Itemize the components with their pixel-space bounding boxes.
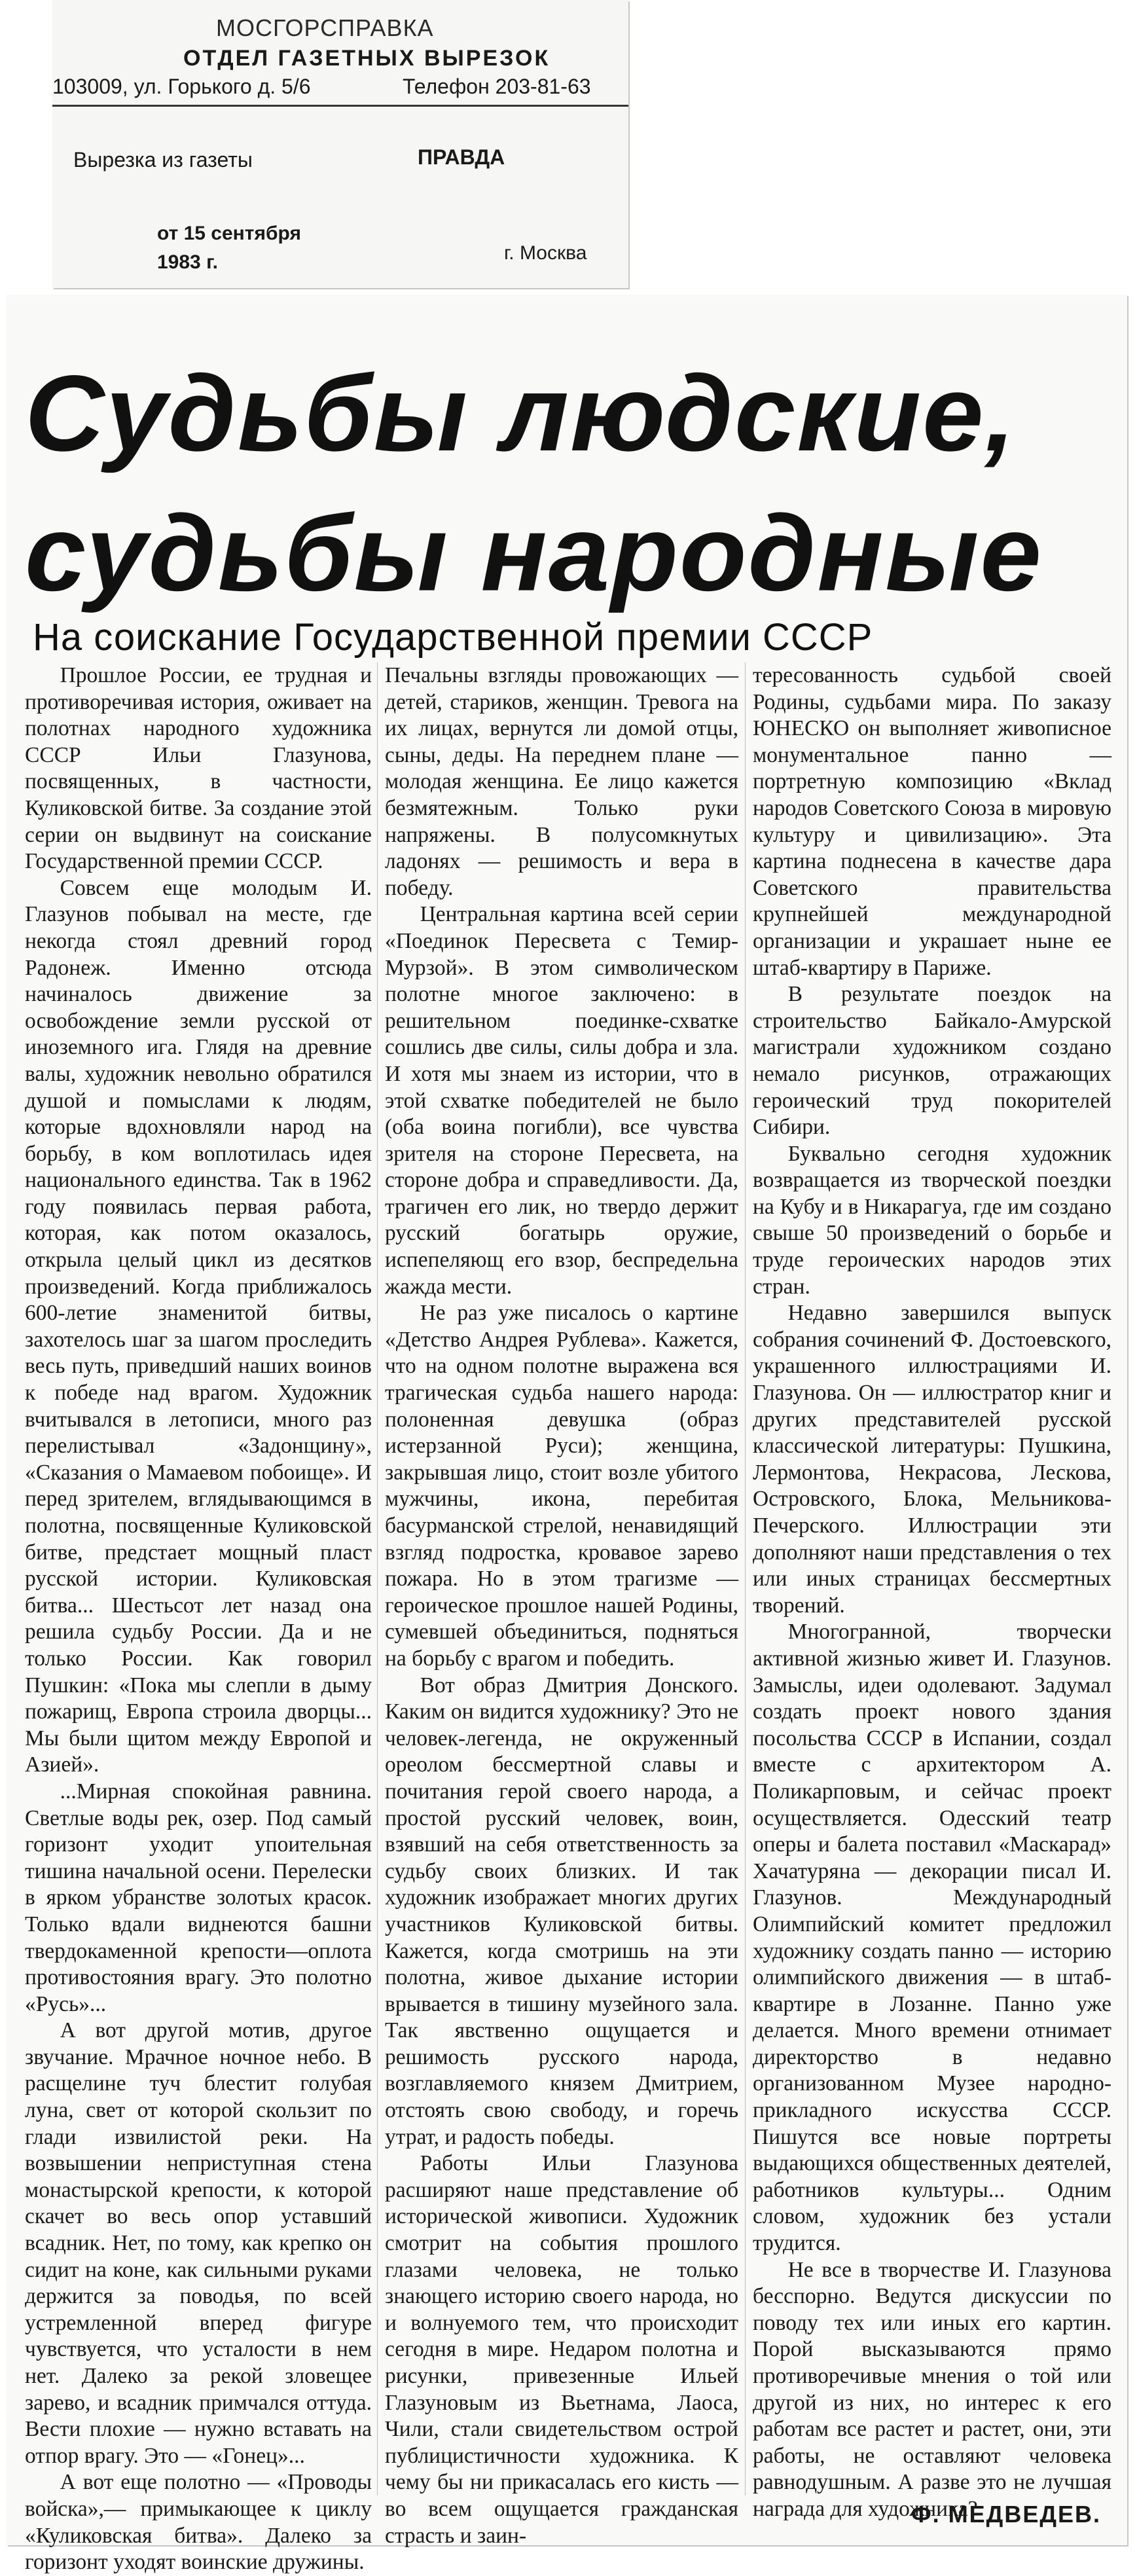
paragraph: Недавно завершился выпуск собрания сочинений Ф. Достоевского, украшенного иллюстрациями И. Глазунова. Он — иллюстратор книг и других представителей русской классической литературы: Пушкина, Лермонтова, Некрасова, Лескова, Островского, Блока, Мельникова-Печерского. Иллюстрации эти дополняют наши представления о тех или иных страницах бессмертных творений. bbox=[753, 1301, 1111, 1618]
paragraph: Буквально сегодня художник возвращается из творческой поездки на Кубу и в Никарагуа, где им создано свыше 50 произведений о борьбе и труде героических народов этих стран. bbox=[753, 1141, 1111, 1299]
paragraph: ...Мирная спокойная равнина. Светлые воды рек, озер. Под самый горизонт уходит упоительная тишина начальной осени. Перелески в ярком убранстве золотых красок. Только вдали виднеются башни твердокаменной крепости—оплота противостояния врагу. Это полотно «Русь»... bbox=[25, 1779, 372, 2016]
paragraph: Прошлое России, ее трудная и противоречивая история, оживает на полотнах народного художника СССР Ильи Глазунова, посвященных, в частности, Куликовской битве. За создание этой серии он выдвинут на соискание Государственной премии СССР. bbox=[25, 663, 372, 874]
paragraph: Печальны взгляды провожающих — детей, стариков, женщин. Тревога на их лицах, вернутся ли домой отцы, сыны, деды. На переднем плане — молодая женщина. Ее лицо кажется безмятежным. Только руки напряжены. В полусомкнутых ладонях — решимость и вера в победу. bbox=[385, 663, 738, 900]
clipping-city: г. Москва bbox=[504, 242, 587, 264]
article-subheadline: На соискание Государственной премии СССР bbox=[33, 616, 873, 659]
paragraph: А вот еще полотно — «Проводы войска»,— примыкающее к циклу «Куликовская битва». Далеко за горизонт уходят воинские дружины. bbox=[25, 2470, 372, 2575]
newspaper-name: ПРАВДА bbox=[418, 145, 505, 169]
paragraph: В результате поездок на строительство Байкало-Амурской магистрали художником создано немало рисунков, отражающих героический труд покорителей Сибири. bbox=[753, 982, 1111, 1140]
clipping-date: от 15 сентября bbox=[157, 223, 301, 244]
headline-line-1: Судьбы людские, bbox=[25, 353, 1017, 474]
department-name: ОТДЕЛ ГАЗЕТНЫХ ВЫРЕЗОК bbox=[183, 46, 550, 71]
article-clipping bbox=[7, 295, 1127, 2575]
paragraph: А вот другой мотив, другое звучание. Мрачное ночное небо. В расщелине туч блестит голубая луна, свет от которой скользит по глади извилистой реки. На возвышении неприступная стена монастырской крепости, к которой скачет во весь опор уставший всадник. Нет, по тому, как крепко он сидит на коне, как сильными руками держится за поводья, по всей устремленной вперед фигуре чувствуется, что усталости в нем нет. Далеко за рекой зловещее зарево, и всадник примчался оттуда. Вести плохие — нужно вставать на отпор врагу. Это — «Гонец»... bbox=[25, 2018, 372, 2468]
article-column-3 bbox=[753, 662, 1111, 2523]
label-divider bbox=[52, 105, 628, 107]
article-author: Ф. МЕДВЕДЕВ. bbox=[911, 2501, 1101, 2528]
agency-address: 103009, ул. Горького д. 5/6 bbox=[52, 75, 311, 98]
paragraph: Не все в творчестве И. Глазунова бесспорно. Ведутся дискуссии по поводу тех или иных его картин. Порой высказываются прямо противоречивые мнения о той или другой из них, но интерес к его работам все растет и растет, они, эти работы, не оставляют человека равнодушным. А разве это не лучшая награда для художника? bbox=[753, 2257, 1111, 2521]
clipping-source-label: Вырезка из газеты bbox=[73, 148, 253, 172]
clipping-label bbox=[52, 0, 628, 288]
paragraph: Многогранной, творчески активной жизнью живет И. Глазунов. Замыслы, идеи одолевают. Задумал создать проект нового здания посольства СССР в Испании, создал вместе с архитектором А. Поликарповым, и сейчас проект осуществляется. Одесский театр оперы и балета поставил «Маскарад» Хачатуряна — декорации писал И. Глазунов. Международный Олимпийский комитет предложил художнику создать панно — историю олимпийского движения — в штаб-квартире в Лозанне. Панно уже делается. Много времени отнимает директорство в недавно организованном Музее народно-прикладного искусства СССР. Пишутся все новые портреты выдающихся общественных деятелей, работников культуры... Одним словом, художник без устали трудится. bbox=[753, 1620, 1111, 2256]
clipping-year: 1983 г. bbox=[157, 251, 218, 273]
paragraph: Совсем еще молодым И. Глазунов побывал на месте, где некогда стоял древний город Радонеж. Именно отсюда начиналось движение за освобождение земли русской от иноземного ига. Глядя на древние валы, художник невольно обратился душой и помыслами к людям, которые вдохновляли народ на борьбу, в ком воплотилась идея национального единства. Так в 1962 году появилась первая работа, которая, как потом оказалось, открыла целый цикл из десятков произведений. Когда приближалось 600-летие знаменитой битвы, захотелось шаг за шагом проследить весь путь, приведший наших воинов к победе над врагом. Художник вчитывался в летописи, много раз перелистывал «Задонщину», «Сказания о Мамаевом побоище». И перед зрителем, вглядывающимся в полотна, посвященные Куликовской битве, предстает мощный пласт русской истории. Куликовская битва... Шестьсот лет назад она решила судьбу России. Да и не только России. Как говорил Пушкин: «Пока мы слепли в дыму пожарищ, Европа строила дворцы... Мы были щитом между Европой и Азией». bbox=[25, 875, 372, 1777]
paragraph: тересованность судьбой своей Родины, судьбами мира. По заказу ЮНЕСКО он выполняет живописное монументальное панно — портретную композицию «Вклад народов Советского Союза в мировую культуру и цивилизацию». Эта картина поднесена в качестве дара Советского правительства крупнейшей международной организации и украшает ныне ее штаб-квартиру в Париже. bbox=[753, 663, 1111, 980]
headline-line-2: судьбы народные bbox=[25, 492, 1043, 613]
article-column-2 bbox=[385, 662, 738, 2549]
article-column-1 bbox=[25, 662, 372, 2576]
article-headline bbox=[25, 343, 1043, 623]
column-divider-2 bbox=[745, 662, 746, 2495]
agency-name: МОСГОРСПРАВКА bbox=[216, 14, 434, 41]
paragraph: Не раз уже писалось о картине «Детство Андрея Рублева». Кажется, что на одном полотне выражена вся трагическая судьба нашего народа: полоненная девушка (образ истерзанной Руси); женщина, закрывшая лицо, стоит возле убитого мужчины, икона, перебитая басурманской стрелой, ненавидящий взгляд подростка, кровавое зарево пожара. Но в этом трагизме — героическое прошлое нашей Родины, сумевшей объединиться, подняться на борьбу с врагом и победить. bbox=[385, 1301, 738, 1671]
paragraph: Вот образ Дмитрия Донского. Каким он видится художнику? Это не человек-легенда, не окруженный ореолом бессмертной славы и почитания герой своего народа, а простой русский человек, воин, взявший на себя ответственность за судьбу своих близких. И так художник изображает многих других участников Куликовской битвы. Кажется, когда смотришь на эти полотна, живое дыхание истории врывается в тишину музейного зала. Так явственно ощущается и решимость русского народа, возглавляемого князем Дмитрием, отстоять свою свободу, и горечь утрат, и радость победы. bbox=[385, 1673, 738, 2149]
agency-phone: Телефон 203-81-63 bbox=[403, 75, 591, 98]
paragraph: Центральная картина всей серии «Поединок Пересвета с Темир-Мурзой». В этом символическом полотне многое заключено: в решительном поединке-схватке сошлись две силы, силы добра и зла. И хотя мы знаем из истории, что в этой схватке победителей не было (оба воина погибли), все чувства зрителя на стороне Пересвета, на стороне добра и справедливости. Да, трагичен его лик, но твердо держит русский богатырь оружие, испепеляющ его взор, беспредельна жажда мести. bbox=[385, 902, 738, 1299]
column-divider-1 bbox=[377, 662, 378, 2495]
paragraph: Работы Ильи Глазунова расширяют наше представление об исторической живописи. Художник смотрит на события прошлого глазами человека, не только знающего историю своего народа, но и волнуемого тем, что происходит сегодня в мире. Недаром полотна и рисунки, привезенные Ильей Глазуновым из Вьетнама, Лаоса, Чили, стали свидетельством острой публицистичности художника. К чему бы ни прикасалась его кисть — во всем ощущается гражданская страсть и заин- bbox=[385, 2151, 738, 2548]
